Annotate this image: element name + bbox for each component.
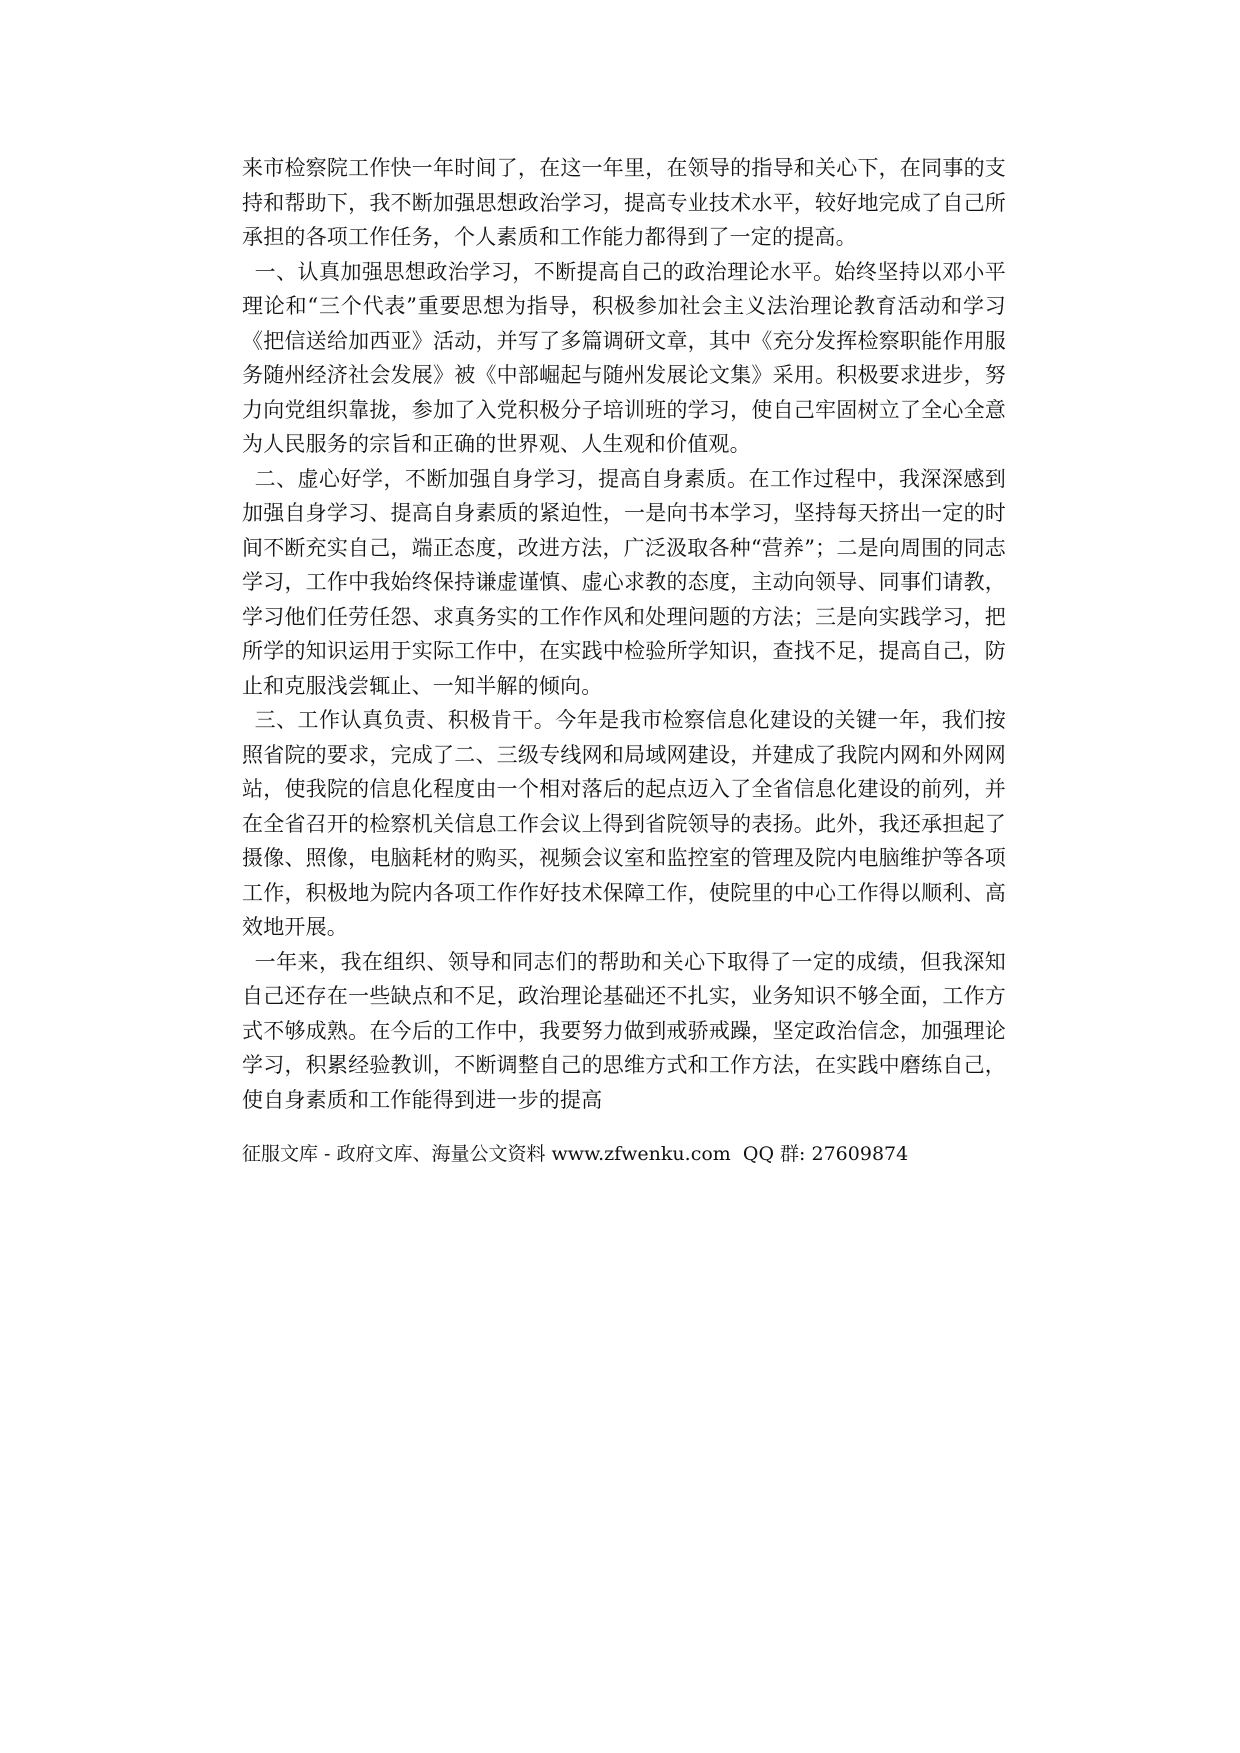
footer-source-line: 征服文库 - 政府文库、海量公文资料 www.zfwenku.com QQ 群: 27609874 bbox=[242, 1143, 909, 1165]
paragraph-section-1: 一、认真加强思想政治学习，不断提高自己的政治理论水平。始终坚持以邓小平理论和“三个代表”重要思想为指导，积极参加社会主义法治理论教育活动和学习《把信送给加西亚》活动，并写了多篇调研文章，其中《充分发挥检察职能作用服务随州经济社会发展》被《中部崛起与随州发展论文集》采用。积极要求进步，努力向党组织靠拢，参加了入党积极分子培训班的学习，使自己牢固树立了全心全意为人民服务的宗旨和正确的世界观、人生观和价值观。 bbox=[242, 259, 1006, 456]
document-body bbox=[242, 151, 1006, 1117]
paragraph-conclusion: 一年来，我在组织、领导和同志们的帮助和关心下取得了一定的成绩，但我深知自己还存在一些缺点和不足，政治理论基础还不扎实，业务知识不够全面，工作方式不够成熟。在今后的工作中，我要努力做到戒骄戒躁，坚定政治信念，加强理论学习，积累经验教训，不断调整自己的思维方式和工作方法，在实践中磨练自己，使自身素质和工作能得到进一步的提高 bbox=[242, 949, 1006, 1112]
paragraph-section-2: 二、虚心好学，不断加强自身学习，提高自身素质。在工作过程中，我深深感到加强自身学习、提高自身素质的紧迫性，一是向书本学习，坚持每天挤出一定的时间不断充实自己，端正态度，改进方法，广泛汲取各种“营养”；二是向周围的同志学习，工作中我始终保持谦虚谨慎、虚心求教的态度，主动向领导、同事们请教，学习他们任劳任怨、求真务实的工作作风和处理问题的方法；三是向实践学习，把所学的知识运用于实际工作中，在实践中检验所学知识，查找不足，提高自己，防止和克服浅尝辄止、一知半解的倾向。 bbox=[242, 466, 1006, 698]
paragraph-intro: 来市检察院工作快一年时间了，在这一年里，在领导的指导和关心下，在同事的支持和帮助下，我不断加强思想政治学习，提高专业技术水平，较好地完成了自己所承担的各项工作任务，个人素质和工作能力都得到了一定的提高。 bbox=[242, 156, 1006, 249]
paragraph-section-3: 三、工作认真负责、积极肯干。今年是我市检察信息化建设的关键一年，我们按照省院的要求，完成了二、三级专线网和局域网建设，并建成了我院内网和外网网站，使我院的信息化程度由一个相对落后的起点迈入了全省信息化建设的前列，并在全省召开的检察机关信息工作会议上得到省院领导的表扬。此外，我还承担起了摄像、照像，电脑耗材的购买，视频会议室和监控室的管理及院内电脑维护等各项工作，积极地为院内各项工作作好技术保障工作，使院里的中心工作得以顺利、高效地开展。 bbox=[242, 708, 1006, 939]
